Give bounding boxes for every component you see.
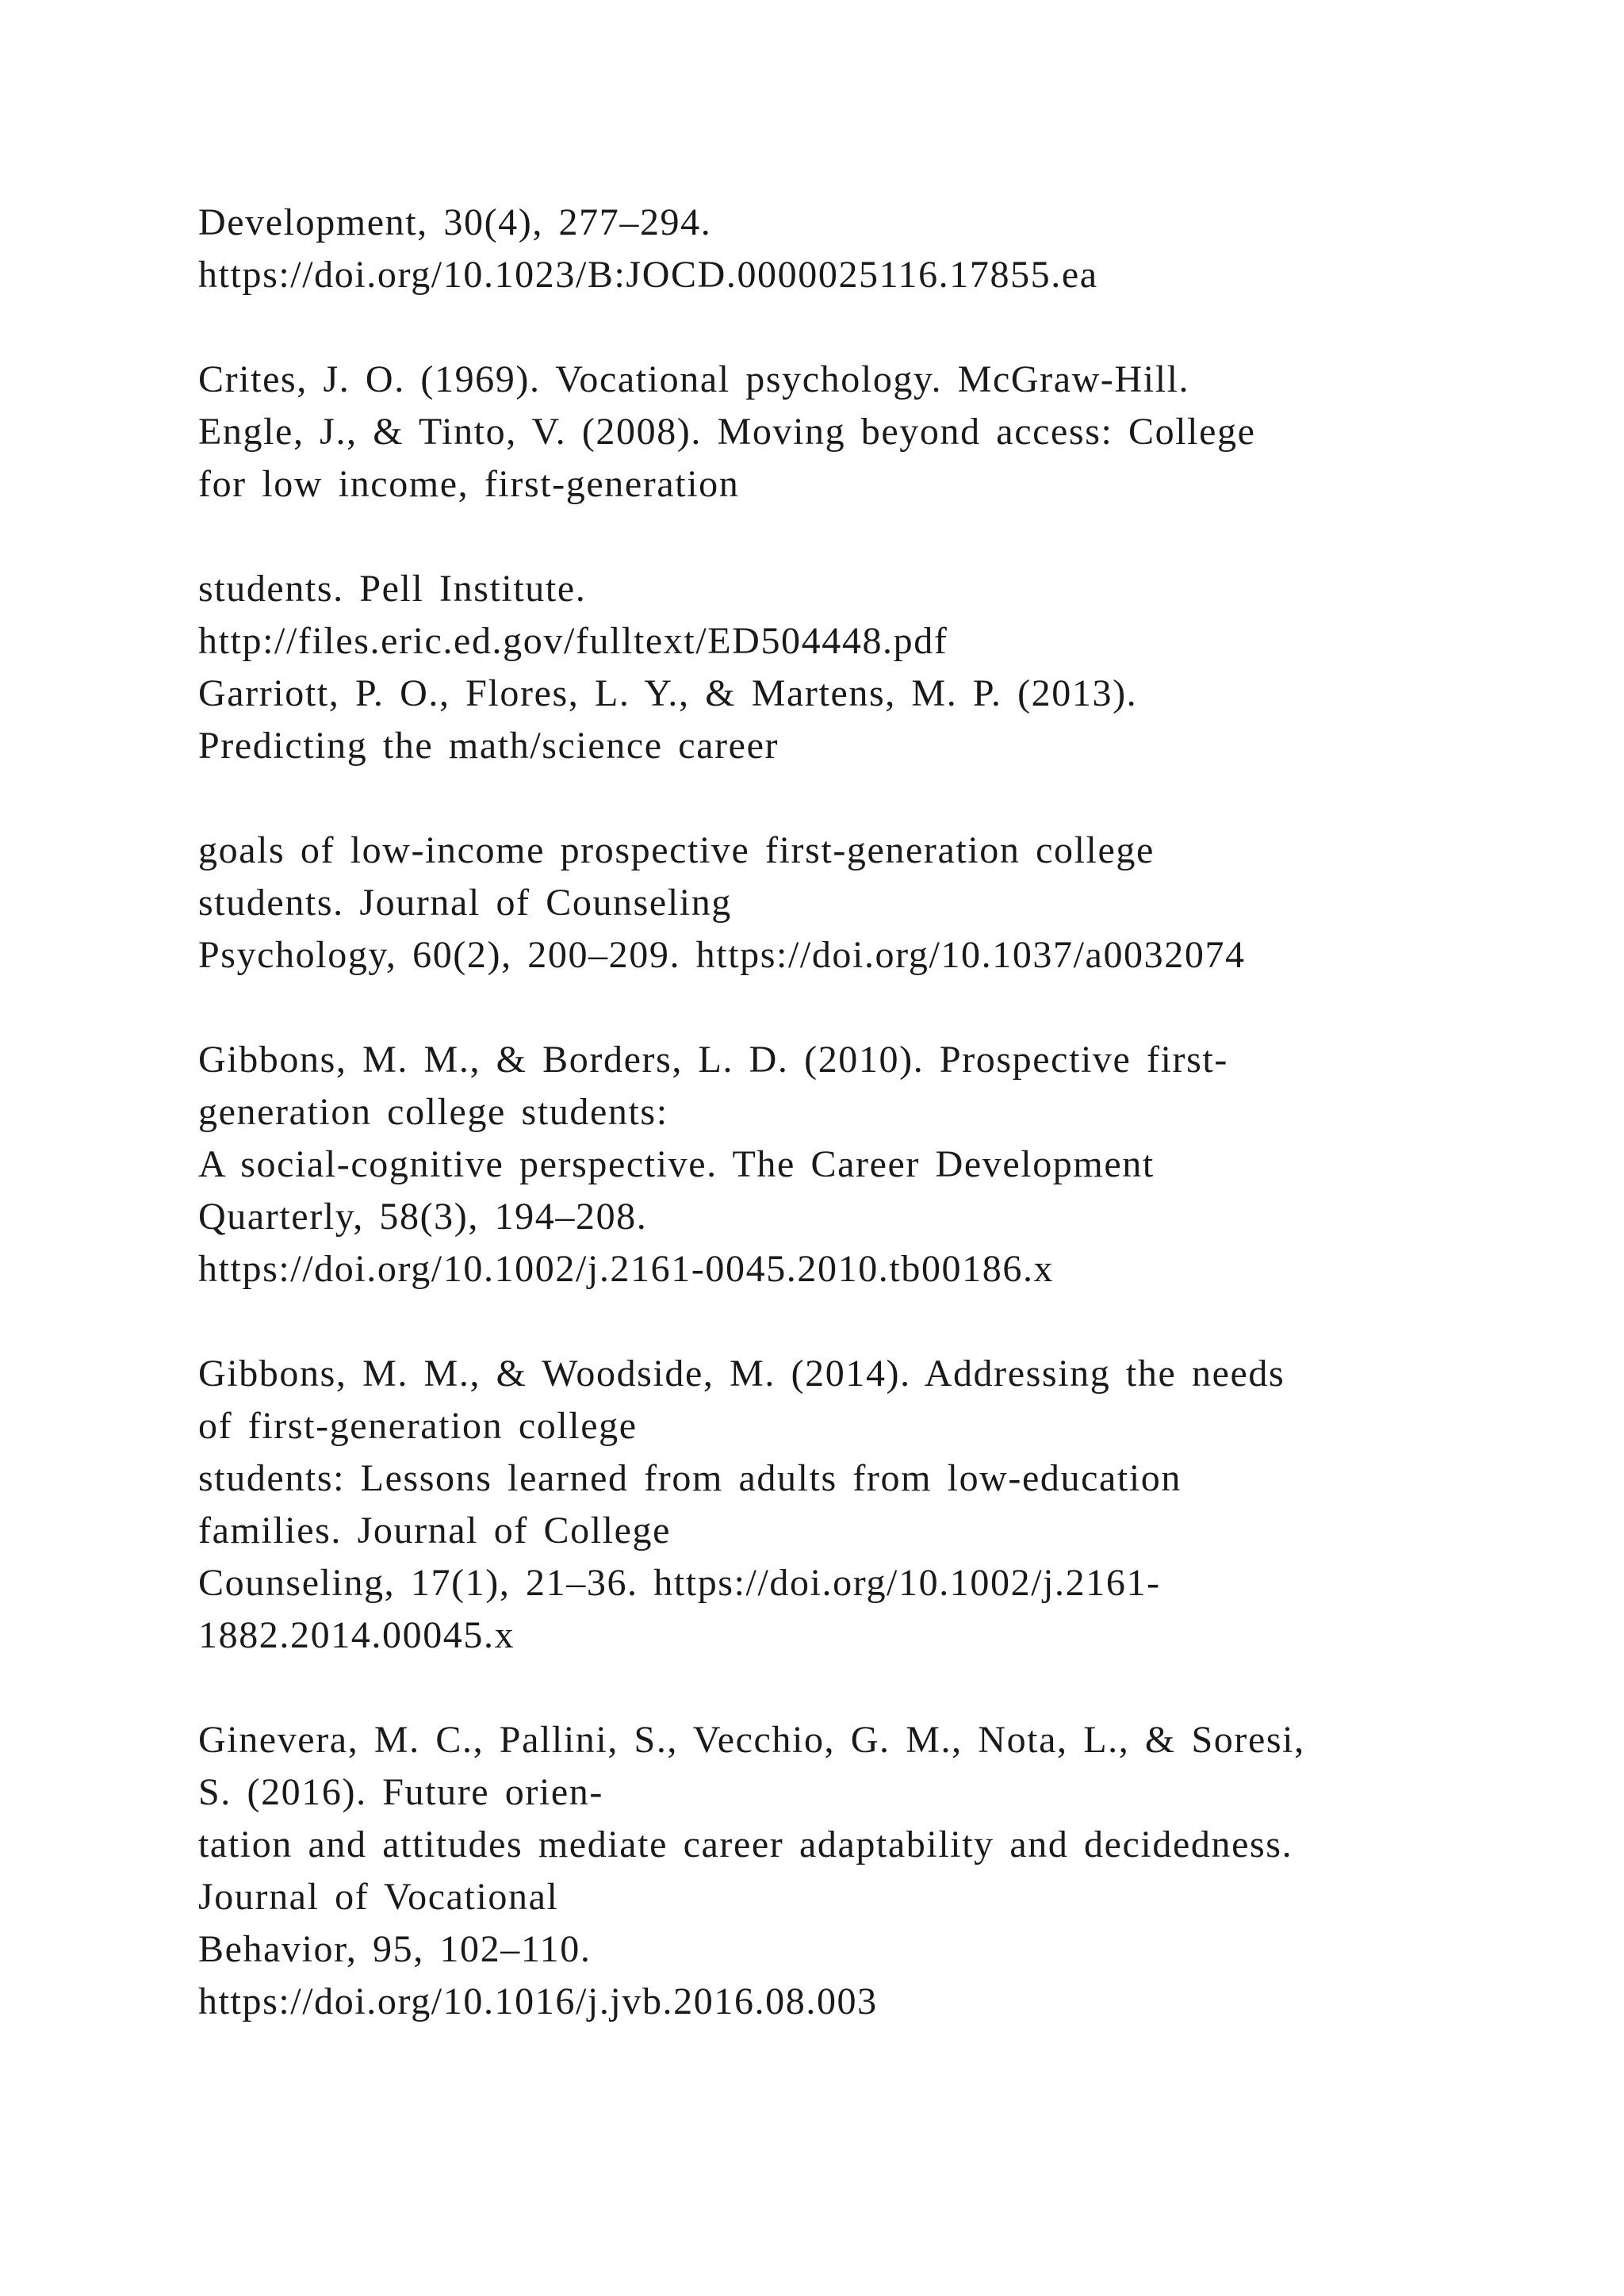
- reference-line: Psychology, 60(2), 200–209. https://doi.org/10.1037/a0032074: [198, 934, 1246, 976]
- blank-line: [198, 301, 1507, 354]
- reference-url: http://files.eric.ed.gov/fulltext/ED504448.pdf: [198, 620, 948, 662]
- reference-line: Behavior, 95, 102–110.: [198, 1928, 592, 1970]
- reference-line: Quarterly, 58(3), 194–208.: [198, 1196, 648, 1238]
- reference-line: Gibbons, M. M., & Borders, L. D. (2010). Prospective first-: [198, 1039, 1228, 1081]
- reference-line: tation and attitudes mediate career adaptability and decidedness.: [198, 1823, 1293, 1866]
- reference-line: S. (2016). Future orien-: [198, 1771, 603, 1813]
- reference-line: Journal of Vocational: [198, 1876, 559, 1918]
- reference-line: families. Journal of College: [198, 1510, 672, 1552]
- reference-line: Predicting the math/science career: [198, 725, 779, 767]
- blank-line: [198, 1295, 1507, 1348]
- reference-line: Development, 30(4), 277–294.: [198, 201, 712, 243]
- reference-line: students. Pell Institute.: [198, 568, 587, 610]
- reference-doi: https://doi.org/10.1002/j.2161-0045.2010.tb00186.x: [198, 1248, 1055, 1290]
- blank-line: [198, 982, 1507, 1034]
- reference-line: Garriott, P. O., Flores, L. Y., & Martens, M. P. (2013).: [198, 672, 1138, 714]
- reference-doi: https://doi.org/10.1016/j.jvb.2016.08.003: [198, 1980, 878, 2022]
- blank-line: [198, 511, 1507, 563]
- reference-line: generation college students:: [198, 1091, 668, 1133]
- reference-line: students. Journal of Counseling: [198, 882, 732, 924]
- reference-line: of first-generation college: [198, 1405, 638, 1447]
- reference-list: [198, 197, 1507, 2028]
- reference-line: Crites, J. O. (1969). Vocational psychology. McGraw-Hill.: [198, 358, 1190, 400]
- reference-line: A social-cognitive perspective. The Career Development: [198, 1143, 1155, 1185]
- reference-line: Engle, J., & Tinto, V. (2008). Moving beyond access: College: [198, 411, 1256, 453]
- blank-line: [198, 772, 1507, 825]
- reference-doi: 1882.2014.00045.x: [198, 1614, 515, 1656]
- reference-line: Counseling, 17(1), 21–36. https://doi.org/10.1002/j.2161-: [198, 1562, 1161, 1604]
- reference-line: for low income, first-generation: [198, 463, 740, 505]
- reference-line: goals of low-income prospective first-generation college: [198, 829, 1155, 871]
- blank-line: [198, 1662, 1507, 1714]
- reference-doi: https://doi.org/10.1023/B:JOCD.0000025116.17855.ea: [198, 254, 1098, 296]
- reference-line: students: Lessons learned from adults from low-education: [198, 1457, 1182, 1499]
- reference-line: Gibbons, M. M., & Woodside, M. (2014). Addressing the needs: [198, 1353, 1285, 1395]
- reference-line: Ginevera, M. C., Pallini, S., Vecchio, G. M., Nota, L., & Soresi,: [198, 1719, 1305, 1761]
